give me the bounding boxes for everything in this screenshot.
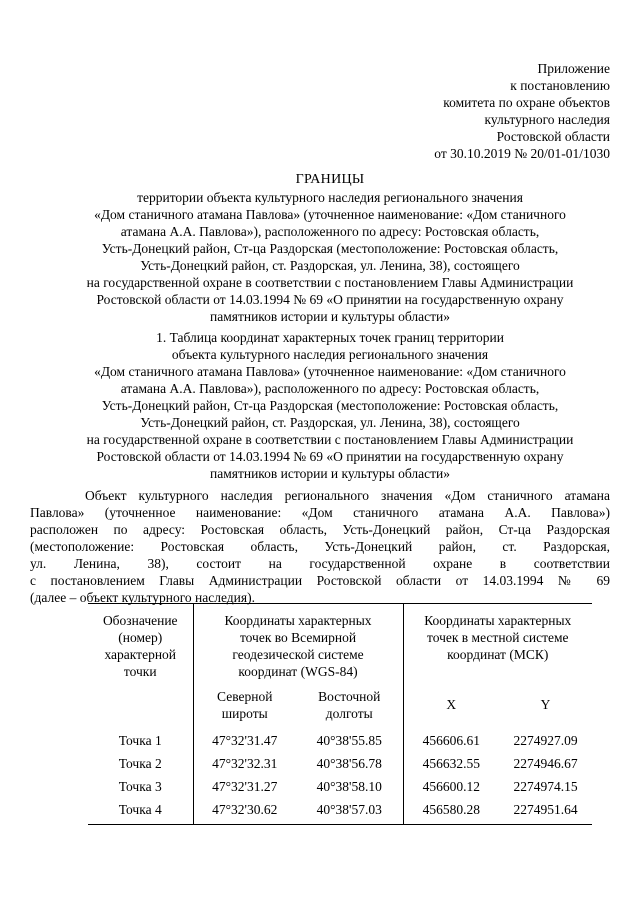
header-text: широты xyxy=(221,706,268,721)
header-text: Координаты характерных xyxy=(224,613,372,628)
table-row xyxy=(88,778,592,801)
msk-column-header xyxy=(403,604,592,689)
east-column-header xyxy=(296,688,403,732)
body-paragraph xyxy=(30,487,610,606)
header-text: Северной xyxy=(217,689,273,704)
cell-east: 40°38'58.10 xyxy=(296,778,403,801)
cell-north: 47°32'31.27 xyxy=(212,779,278,794)
paragraph-line: ул. Ленина, 38), состоит на государственной охране в соответствии xyxy=(30,556,610,571)
header-text: точек в местной системе xyxy=(426,630,569,645)
header-text: X xyxy=(446,697,457,712)
section-line: 1. Таблица координат характерных точек границ территории xyxy=(156,330,504,345)
document-subtitle xyxy=(40,189,620,325)
section-line: памятников истории и культуры области» xyxy=(209,466,450,481)
cell-point: Точка 2 xyxy=(88,755,193,778)
header-text: характерной xyxy=(104,647,177,662)
header-text: Обозначение xyxy=(102,613,178,628)
subtitle-line: Усть-Донецкий район, Ст-ца Раздорская (местоположение: Ростовская область, xyxy=(101,241,559,256)
header-text: долготы xyxy=(325,706,373,721)
cell-north: 47°32'32.31 xyxy=(212,756,278,771)
header-text: Y xyxy=(540,697,551,712)
section-line: «Дом станичного атамана Павлова» (уточненное наименование: «Дом станичного xyxy=(94,364,566,379)
annex-block xyxy=(380,60,610,162)
header-text: (номер) xyxy=(118,630,163,645)
cell-north: 47°32'30.62 xyxy=(193,801,296,824)
table-row xyxy=(88,801,592,824)
north-column-header xyxy=(193,688,296,732)
cell-east: 40°38'56.78 xyxy=(296,755,403,778)
cell-east: 40°38'57.03 xyxy=(296,801,403,824)
paragraph-line: Объект культурного наследия регионального значения «Дом станичного атамана xyxy=(85,488,610,503)
section-heading xyxy=(40,329,620,482)
cell-x: 456632.55 xyxy=(422,756,480,771)
header-text: точек во Всемирной xyxy=(239,630,357,645)
title-text: ГРАНИЦЫ xyxy=(295,172,365,187)
header-text: геодезической системе xyxy=(232,647,364,662)
wgs-column-header xyxy=(193,604,403,689)
coordinates-table xyxy=(88,603,592,825)
annex-line: от 30.10.2019 № 20/01-01/1030 xyxy=(434,146,610,161)
table-row xyxy=(88,732,592,755)
table-header-row xyxy=(88,604,592,689)
paragraph-line: расположен по адресу: Ростовская область, Усть-Донецкий район, Ст-ца Раздорская xyxy=(30,522,610,537)
header-text: Координаты характерных xyxy=(424,613,572,628)
cell-x: 456580.28 xyxy=(403,801,499,824)
section-line: Ростовской области от 14.03.1994 № 69 «О принятии на государственную охрану xyxy=(96,449,564,464)
x-column-header xyxy=(403,688,499,732)
annex-line: комитета по охране объектов xyxy=(443,95,610,110)
header-text: координат (МСК) xyxy=(447,647,549,662)
point-column-header xyxy=(88,604,193,733)
subtitle-line: Ростовской области от 14.03.1994 № 69 «О принятии на государственную охрану xyxy=(96,292,564,307)
cell-y: 2274974.15 xyxy=(513,779,578,794)
cell-point: Точка 3 xyxy=(88,778,193,801)
paragraph-line: (местоположение: Ростовская область, Усть-Донецкий район, ст. Раздорская, xyxy=(30,539,610,554)
section-line: на государственной охране в соответствии с постановлением Главы Администрации xyxy=(86,432,574,447)
header-text: точки xyxy=(123,664,157,679)
table-row xyxy=(88,755,592,778)
subtitle-line: на государственной охране в соответствии с постановлением Главы Администрации xyxy=(86,275,574,290)
paragraph-line: с постановлением Главы Администрации Ростовской области от 14.03.1994 № 69 xyxy=(30,573,610,588)
annex-line: Приложение xyxy=(537,61,610,76)
section-line: Усть-Донецкий район, Ст-ца Раздорская (местоположение: Ростовская область, xyxy=(101,398,559,413)
section-line: атамана А.А. Павлова»), расположенного по адресу: Ростовская область, xyxy=(120,381,540,396)
annex-line: Ростовской области xyxy=(496,129,610,144)
subtitle-line: территории объекта культурного наследия регионального значения xyxy=(137,190,523,205)
section-line: объекта культурного наследия регионального значения xyxy=(171,347,489,362)
paragraph-line: Павлова» (уточненное наименование: «Дом станичного атамана А.А. Павлова») xyxy=(30,505,610,520)
subtitle-line: памятников истории и культуры области» xyxy=(209,309,450,324)
subtitle-line: атамана А.А. Павлова»), расположенного по адресу: Ростовская область, xyxy=(120,224,540,239)
subtitle-line: Усть-Донецкий район, ст. Раздорская, ул. Ленина, 38), состоящего xyxy=(140,258,520,273)
y-column-header xyxy=(499,688,592,732)
cell-point: Точка 4 xyxy=(88,801,193,824)
section-line: Усть-Донецкий район, ст. Раздорская, ул. Ленина, 38), состоящего xyxy=(140,415,520,430)
cell-east: 40°38'55.85 xyxy=(296,732,403,755)
paragraph-line: (далее – объект культурного наследия). xyxy=(30,590,255,605)
cell-north: 47°32'31.47 xyxy=(212,733,278,748)
cell-x: 456606.61 xyxy=(422,733,480,748)
subtitle-line: «Дом станичного атамана Павлова» (уточненное наименование: «Дом станичного xyxy=(94,207,566,222)
cell-y: 2274951.64 xyxy=(499,801,592,824)
cell-point: Точка 1 xyxy=(88,732,193,755)
header-text: Восточной xyxy=(318,689,381,704)
header-text: координат (WGS-84) xyxy=(238,664,358,679)
document-title xyxy=(40,171,620,188)
cell-y: 2274946.67 xyxy=(513,756,578,771)
cell-y: 2274927.09 xyxy=(513,733,578,748)
cell-x: 456600.12 xyxy=(422,779,480,794)
annex-line: к постановлению xyxy=(510,78,610,93)
annex-line: культурного наследия xyxy=(484,112,610,127)
